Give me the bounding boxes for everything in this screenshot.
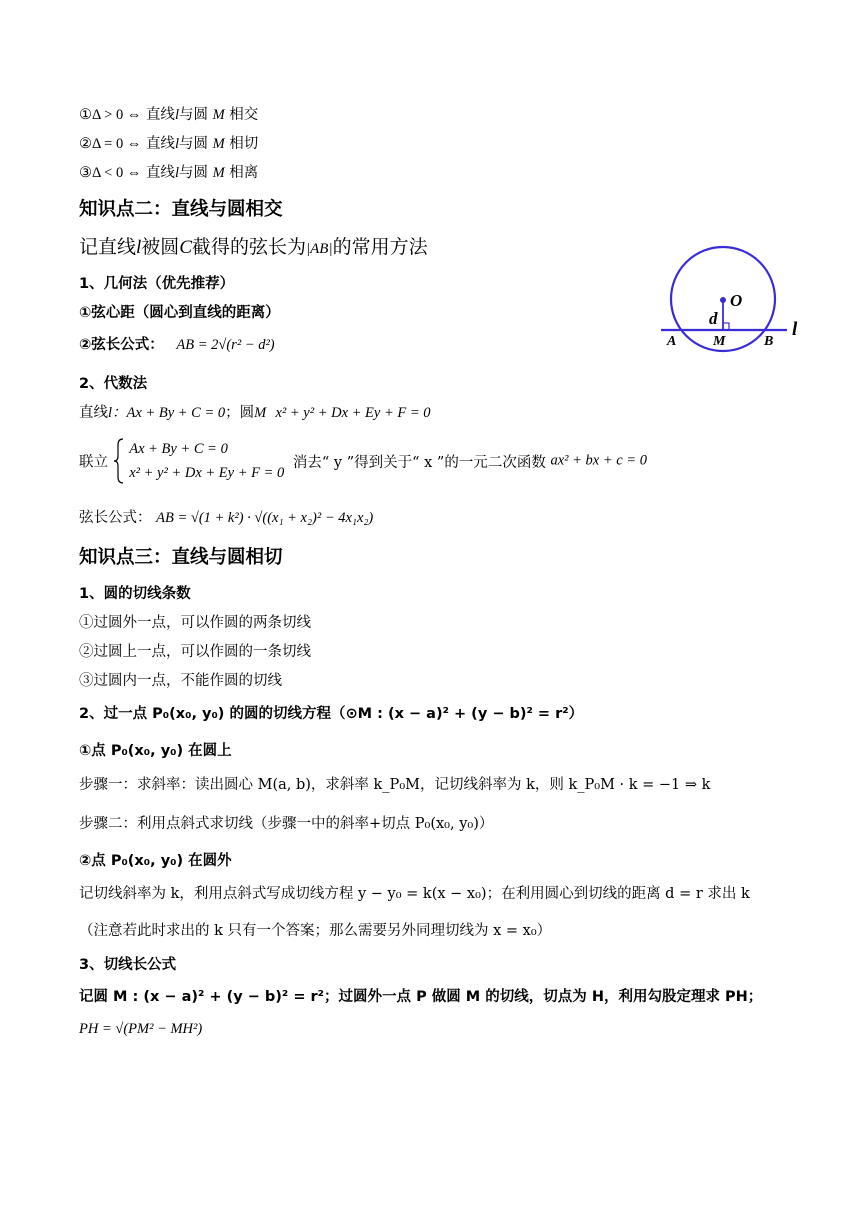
tangent-length-text: 记圆 M : (x − a)² + (y − b)² = r²；过圆外一点 P 做圆 M 的切线，切点为 H，利用勾股定理求 PH；	[79, 989, 763, 1005]
case-text: 与圆	[178, 165, 208, 181]
simul-label: 联立	[79, 454, 108, 471]
chord-formula: AB = 2√(r² − d²)	[176, 337, 275, 353]
left-brace-icon	[113, 437, 125, 485]
eliminate-text: 消去“ y ”得到关于“ x ”的一元二次函数	[292, 454, 546, 471]
step-one: 步骤一：求斜率：读出圆心 M(a, b)，求斜率 k_P₀M，记切线斜率为 k，则 k_P₀M · k = −1 ⇒ k	[79, 777, 711, 793]
tangent-count-2: ②过圆上一点，可以作圆的一条切线	[79, 644, 311, 660]
circle-label: ；圆	[225, 405, 255, 421]
outside-note: （注意若此时求出的 k 只有一个答案；那么需要另外同理切线为 x = x₀）	[79, 923, 552, 939]
circle-symbol: M	[212, 165, 225, 181]
chord-length-item	[79, 333, 275, 354]
step-two: 步骤二：利用点斜式求切线（步骤一中的斜率+切点 P₀(x₀, y₀)）	[79, 816, 494, 832]
case-text: 直线	[145, 136, 175, 152]
line-symbol: l	[136, 237, 142, 258]
case-relation: 相切	[229, 136, 259, 152]
case-condition: Δ = 0 ⇔	[92, 136, 142, 152]
delta-case-2	[79, 132, 258, 153]
line-symbol: l	[108, 405, 113, 421]
chord-intro-text: 被圆	[141, 236, 180, 258]
tangent-count-title: 1、圆的切线条数	[79, 586, 191, 602]
case-number: ①	[79, 107, 92, 123]
simultaneous-system	[79, 437, 647, 485]
label-O: O	[730, 291, 743, 310]
line-symbol: l	[174, 107, 179, 123]
chord-intro-text: 的常用方法	[332, 236, 428, 258]
circle-equation: x² + y² + Dx + Ey + F = 0	[275, 405, 431, 421]
case-condition: Δ < 0 ⇔	[92, 165, 142, 181]
chord-label: 弦长公式：	[79, 510, 152, 526]
label-l: l	[792, 319, 798, 340]
outside-method: 记切线斜率为 k，利用点斜式写成切线方程 y − y₀ = k(x − x₀)；在利用圆心到切线的距离 d = r 求出 k	[79, 886, 750, 902]
label-A: A	[667, 334, 677, 349]
case-number: ②	[79, 136, 92, 152]
case-text: 直线	[145, 165, 175, 181]
chord-intro	[79, 232, 428, 259]
circle-symbol: C	[179, 237, 192, 258]
chord-length-algebraic	[79, 506, 373, 527]
line-symbol: l	[174, 136, 179, 152]
chord-distance-item: ①弦心距（圆心到直线的距离）	[79, 305, 280, 321]
chord-intro-text: 截得的弦长为	[192, 236, 307, 258]
system-equations	[129, 437, 284, 485]
section-title: 知识点三：直线与圆相切	[79, 547, 283, 568]
section-title: 知识点二：直线与圆相交	[79, 199, 283, 220]
algebraic-method-title: 2、代数法	[79, 376, 148, 392]
delta-case-1	[79, 103, 258, 124]
case-text: 与圆	[178, 136, 208, 152]
circle-symbol: M	[254, 405, 267, 421]
label-B: B	[764, 334, 774, 349]
case-number: ③	[79, 165, 92, 181]
line-equation: ：Ax + By + C = 0	[112, 405, 226, 421]
circle-symbol: M	[212, 136, 225, 152]
system-eq-1: Ax + By + C = 0	[129, 441, 228, 457]
delta-case-3	[79, 161, 258, 182]
case-condition: Δ > 0 ⇔	[92, 107, 142, 123]
label-d: d	[709, 309, 718, 328]
case-relation: 相离	[229, 165, 259, 181]
case-relation: 相交	[229, 107, 259, 123]
case-text: 直线	[145, 107, 175, 123]
line-circle-equations	[79, 401, 431, 422]
geometric-method-title: 1、几何法（优先推荐）	[79, 276, 235, 292]
tangent-count-1: ①过圆外一点，可以作圆的两条切线	[79, 615, 311, 631]
line-label: 直线	[79, 405, 108, 421]
point-on-circle-title: ①点 P₀(x₀, y₀) 在圆上	[79, 743, 232, 759]
chord-symbol: |AB|	[306, 241, 333, 257]
item-label: ②弦长公式：	[79, 337, 164, 353]
tangent-length-formula: PH = √(PM² − MH²)	[79, 1021, 203, 1037]
tangent-count-3: ③过圆内一点，不能作圆的切线	[79, 673, 282, 689]
chord-formula-algebraic: AB = √(1 + k²) · √((x₁ + x₂)² − 4x₁x₂)	[156, 510, 374, 526]
point-outside-title: ②点 P₀(x₀, y₀) 在圆外	[79, 853, 232, 869]
case-text: 与圆	[178, 107, 208, 123]
center-point	[720, 297, 726, 303]
circle-chord-diagram	[655, 243, 815, 355]
label-M: M	[713, 334, 726, 349]
tangent-equation-title: 2、过一点 P₀(x₀, y₀) 的圆的切线方程（⊙M : (x − a)² + (y − b)² = r²）	[79, 706, 584, 722]
circle-symbol: M	[212, 107, 225, 123]
line-symbol: l	[174, 165, 179, 181]
quadratic-equation: ax² + bx + c = 0	[550, 452, 647, 469]
tangent-length-title: 3、切线长公式	[79, 957, 177, 973]
system-eq-2: x² + y² + Dx + Ey + F = 0	[129, 465, 285, 481]
chord-intro-text: 记直线	[79, 236, 137, 258]
